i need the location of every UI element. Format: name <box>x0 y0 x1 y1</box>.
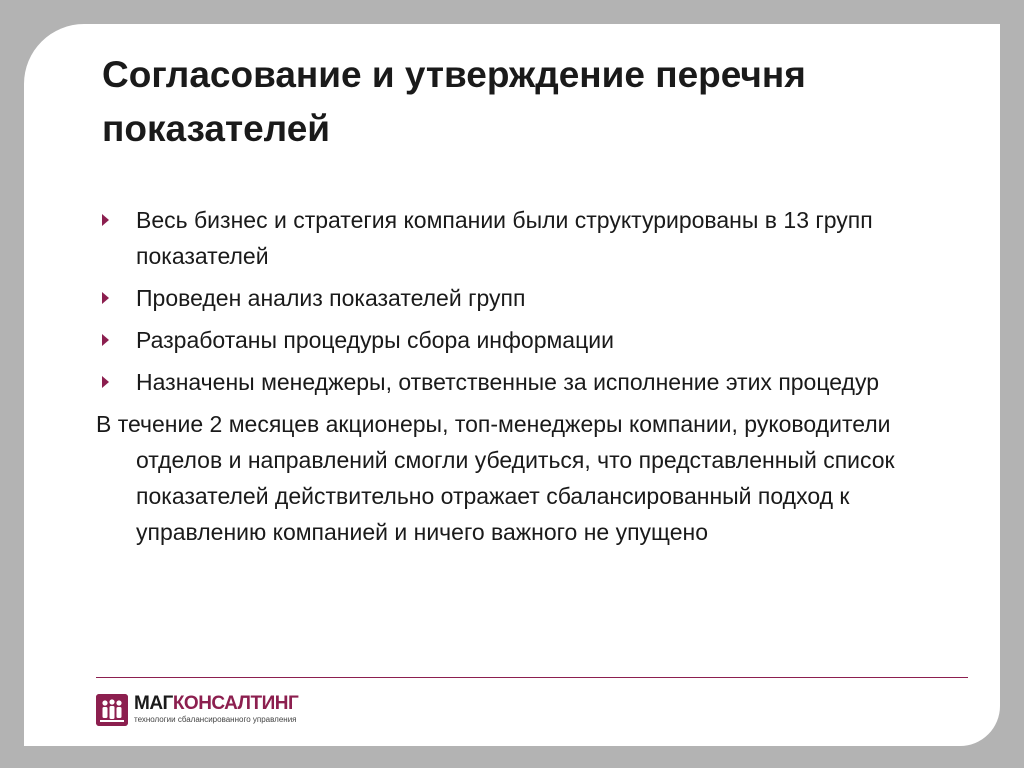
triangle-bullet-icon <box>102 334 109 346</box>
triangle-bullet-icon <box>102 214 109 226</box>
bullet-list <box>96 202 976 400</box>
company-logo <box>96 694 298 730</box>
triangle-bullet-icon <box>102 292 109 304</box>
bullet-item <box>96 202 976 274</box>
slide-body <box>96 202 976 550</box>
slide-title: Согласование и утверждение перечня показателей <box>102 54 806 149</box>
footer-divider <box>96 677 968 678</box>
logo-name <box>134 694 298 714</box>
bullet-item <box>96 322 976 358</box>
bullet-text: Назначены менеджеры, ответственные за исполнение этих процедур <box>136 369 880 395</box>
bullet-text: Проведен анализ показателей групп <box>136 285 526 311</box>
bullet-item <box>96 280 976 316</box>
logo-text <box>134 694 298 726</box>
logo-tagline: технологии сбалансированного управления <box>134 715 297 724</box>
bullet-text: Разработаны процедуры сбора информации <box>136 327 614 353</box>
triangle-bullet-icon <box>102 376 109 388</box>
logo-name-part2: КОНСАЛТИНГ <box>172 693 299 714</box>
bullet-item <box>96 364 976 400</box>
bullet-text: Весь бизнес и стратегия компании были структурированы в 13 групп показателей <box>136 207 873 269</box>
slide <box>24 24 1000 746</box>
people-logo-icon <box>96 694 128 726</box>
summary-paragraph: В течение 2 месяцев акционеры, топ-менеджеры компании, руководители отделов и направлений смогли убедиться, что представленный список показателей действительно отражает сбалансированный подход к управлению компанией и ничего важного не упущено <box>96 411 895 545</box>
logo-name-part1: МАГ <box>134 693 173 714</box>
